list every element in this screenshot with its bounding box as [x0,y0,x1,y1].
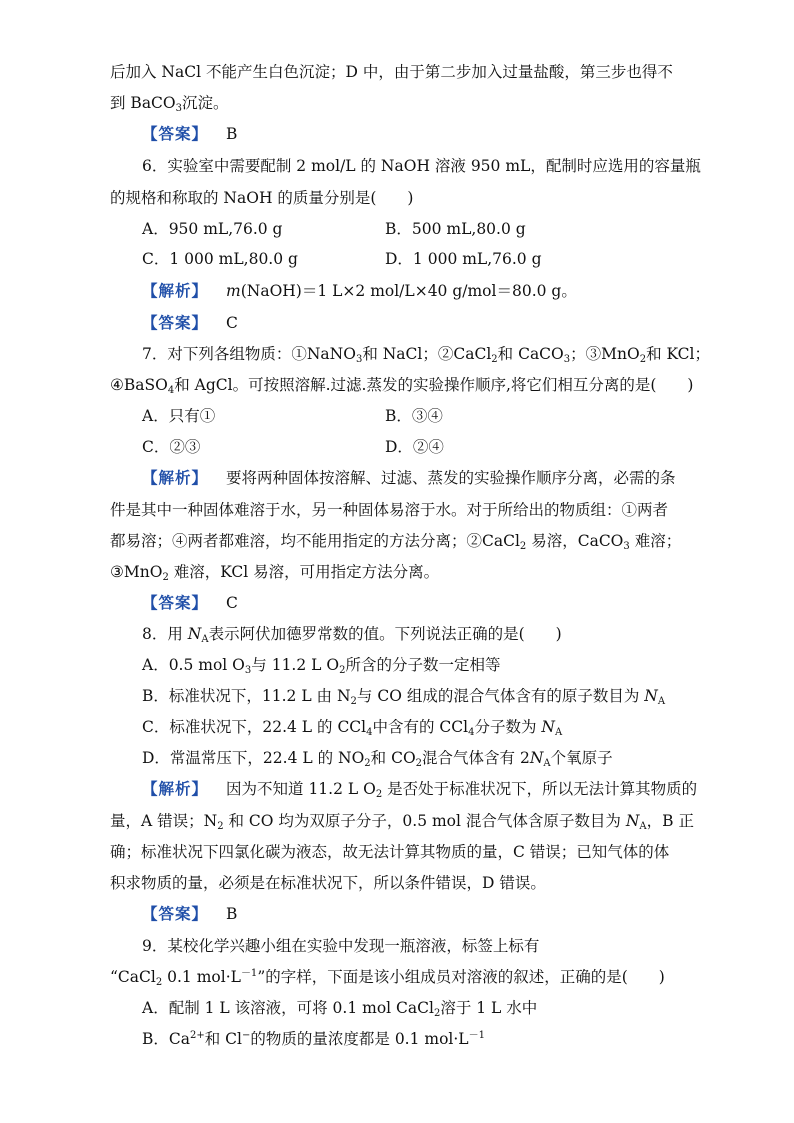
analysis-label: 【解析】 [142,779,209,798]
option-b: B．③④ [385,407,443,425]
analysis-text: ③MnO$_2$ 难溶，KCl 易溶，可用指定方法分离。 [110,563,440,583]
question-9-stem: “CaCl$_2$ 0.1 $mol\cdot L^{-1}$”的字样，下面是该小组成员对溶液的叙述，正确的是( ) [110,968,665,988]
option-b: B．$Ca^{2+}$和 Cl−的物质的量浓度都是 0.1 $mol\cdot L^{-1}$ [142,1030,485,1048]
answer-label: 【答案】 [142,593,209,612]
question-6-stem: 6．实验室中需要配制 2 mol/L 的 NaOH 溶液 950 mL，配制时应选用的容量瓶 [142,157,701,175]
option-c: C．标准状况下，22.4 L 的 CCl$_4$中含有的 CCl$_4$分子数为 $N_A$ [142,718,563,738]
answer-label: 【答案】 [142,124,209,143]
option-d: D．1 000 mL,76.0 g [385,250,542,268]
analysis-row: 【解析】 m(NaOH)＝1 L×2 mol/L×40 g/mol＝80.0 g。 [142,281,577,300]
analysis-text: 件是其中一种固体难溶于水，另一种固体易溶于水。对于所给出的物质组：①两者 [110,501,669,519]
question-9-stem: 9．某校化学兴趣小组在实验中发现一瓶溶液，标签上标有 [142,937,540,955]
analysis-row: 【解析】 因为不知道 11.2 L $O_2$ 是否处于标准状况下，所以无法计算其物质的 [142,779,698,800]
question-6-stem: 的规格和称取的 NaOH 的质量分别是( ) [110,189,414,207]
option-a: A．950 mL,76.0 g [142,220,283,238]
answer-row: 【答案】 B [142,124,238,143]
option-c: C．②③ [142,438,201,456]
analysis-text: 量，A 错误；$N_2$ 和 CO 均为双原子分子，0.5 mol 混合气体含原子数目为 $N_A$，B 正 [110,812,694,832]
question-8-stem: 8．用 $N_A$表示阿伏加德罗常数的值。下列说法正确的是( ) [142,625,562,645]
option-b: B．500 mL,80.0 g [385,220,526,238]
answer-label: 【答案】 [142,313,209,332]
option-a: A．0.5 mol $O_3$与 11.2 L $O_2$所含的分子数一定相等 [142,656,501,676]
analysis-row: 【解析】 要将两种固体按溶解、过滤、蒸发的实验操作顺序分离，必需的条 [142,468,676,487]
text-line: 到 BaCO$_3$沉淀。 [110,94,229,114]
answer-row: 【答案】 C [142,313,238,332]
analysis-label: 【解析】 [142,281,209,300]
analysis-text: 确；标准状况下四氯化碳为液态，故无法计算其物质的量，C 错误；已知气体的体 [110,843,670,861]
option-d: D．常温常压下，22.4 L 的 $NO_2$和 $CO_2$混合气体含有 $2N_A$个氧原子 [142,749,613,769]
analysis-text: 都易溶；④两者都难溶，均不能用指定的方法分离；②CaCl$_2$ 易溶，CaCO$_3$ 难溶； [110,532,682,552]
answer-row: 【答案】 C [142,593,238,612]
text-line: 后加入 NaCl 不能产生白色沉淀；D 中，由于第二步加入过量盐酸，第三步也得不 [110,63,673,81]
analysis-label: 【解析】 [142,468,209,487]
answer-label: 【答案】 [142,904,209,923]
option-b: B．标准状况下，11.2 L 由 $N_2$与 CO 组成的混合气体含有的原子数目为 $N_A$ [142,687,666,707]
option-a: A．配制 1 L 该溶液，可将 0.1 mol CaCl$_2$溶于 1 L 水中 [142,999,538,1019]
option-d: D．②④ [385,438,444,456]
option-c: C．1 000 mL,80.0 g [142,250,298,268]
analysis-text: 积求物质的量，必须是在标准状况下，所以条件错误，D 错误。 [110,874,546,892]
question-7-stem: 7．对下列各组物质：①NaNO$_3$和 NaCl；②CaCl$_2$和 CaCO$_3$；③MnO$_2$和 KCl； [142,345,710,365]
question-7-stem: ④BaSO$_4$和 AgCl。可按照溶解.过滤.蒸发的实验操作顺序,将它们相互分离的是( ) [110,376,694,396]
option-a: A．只有① [142,407,216,425]
answer-row: 【答案】 B [142,904,238,923]
